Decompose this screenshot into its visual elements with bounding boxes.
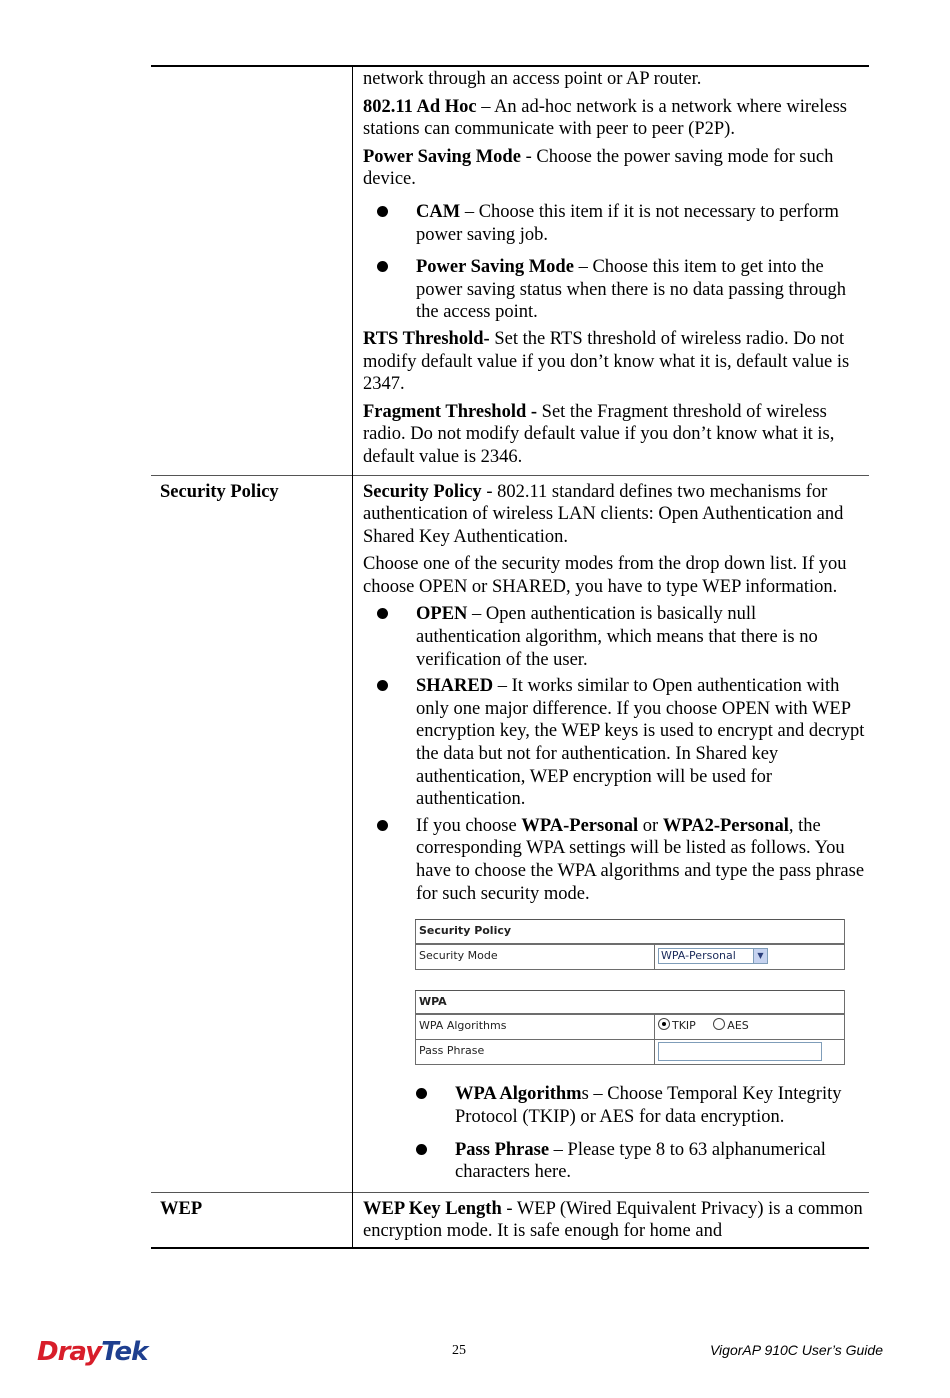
radio-tkip[interactable] <box>658 1018 670 1030</box>
table-row <box>151 1192 869 1248</box>
wpa-algorithms-cell <box>655 1014 845 1040</box>
table-row <box>151 66 869 475</box>
wpa-panel <box>415 990 845 1066</box>
list-item: WPA Algorithms – Choose Temporal Key Integrity Protocol (TKIP) or AES for data encryption. <box>363 1083 865 1128</box>
row-label-cell <box>151 1192 353 1248</box>
chevron-down-icon[interactable]: ▼ <box>753 949 767 963</box>
list-item: OPEN – Open authentication is basically null authentication algorithm, which means that there is no verification of the user. <box>363 603 865 671</box>
wpa-settings-screenshot <box>415 919 845 1065</box>
table-row <box>151 475 869 1192</box>
list-item: CAM – Choose this item if it is not necessary to perform power saving job. <box>363 201 865 246</box>
page-footer <box>0 1337 950 1367</box>
row-description-cell <box>353 1192 870 1248</box>
wpa-algorithms-label: WPA Algorithms <box>416 1014 655 1040</box>
list-item: If you choose WPA-Personal or WPA2-Personal, the corresponding WPA settings will be listed as follows. You have to choose the WPA algorithms and type the pass phrase for such security mode. <box>363 815 865 905</box>
radio-tkip-label: TKIP <box>672 1019 696 1033</box>
bullet-list <box>363 1083 865 1183</box>
row-label-cell <box>151 66 353 475</box>
row-label-cell <box>151 475 353 1192</box>
pass-phrase-label: Pass Phrase <box>416 1040 655 1065</box>
security-policy-panel <box>415 919 845 970</box>
pass-phrase-cell <box>655 1040 845 1065</box>
bullet-list <box>363 201 865 324</box>
security-mode-select[interactable]: WPA-Personal ▼ <box>658 948 768 964</box>
paragraph: 802.11 Ad Hoc – An ad-hoc network is a network where wireless stations can communicate with peer to peer (P2P). <box>363 96 848 140</box>
page-number: 25 <box>452 1343 466 1358</box>
draytek-logo: DrayTek <box>37 1337 148 1367</box>
paragraph: network through an access point or AP router. <box>363 69 702 89</box>
paragraph: Choose one of the security modes from the drop down list. If you choose OPEN or SHARED, you have to type WEP information. <box>363 554 847 597</box>
row-label: WEP <box>160 1198 203 1219</box>
row-description-cell <box>353 475 870 1192</box>
row-label <box>151 67 352 72</box>
list-item: SHARED – It works similar to Open authentication with only one major difference. If you choose OPEN with WEP encryption key, the WEP keys is used to encrypt and decrypt the data but not for authentication. In Shared key authentication, WEP encryption will be used for authentication. <box>363 675 865 811</box>
radio-aes[interactable] <box>713 1018 725 1030</box>
bullet-list <box>363 603 865 905</box>
paragraph: Power Saving Mode - Choose the power saving mode for such device. <box>363 146 834 190</box>
row-label: Security Policy <box>160 481 279 502</box>
paragraph: WEP Key Length - WEP (Wired Equivalent Privacy) is a common encryption mode. It is safe enough for home and <box>363 1198 863 1242</box>
list-item: Pass Phrase – Please type 8 to 63 alphanumerical characters here. <box>363 1139 865 1184</box>
list-item: Power Saving Mode – Choose this item to get into the power saving status when there is no data passing through the access point. <box>363 256 865 324</box>
pass-phrase-input[interactable] <box>658 1042 822 1061</box>
security-policy-header: Security Policy <box>416 920 845 944</box>
parameter-table <box>151 65 869 1249</box>
security-mode-label: Security Mode <box>416 944 655 970</box>
row-description-cell <box>353 66 870 475</box>
paragraph: RTS Threshold- Set the RTS threshold of wireless radio. Do not modify default value if you don’t know what it is, default value is 2347. <box>363 328 850 395</box>
wpa-header: WPA <box>416 990 845 1014</box>
paragraph: Security Policy - 802.11 standard defines two mechanisms for authentication of wireless LAN clients: Open Authentication and Shared Key Authentication. <box>363 481 844 547</box>
security-mode-cell <box>655 944 845 970</box>
radio-aes-label: AES <box>727 1019 749 1033</box>
guide-title: VigorAP 910C User’s Guide <box>709 1342 883 1358</box>
paragraph: Fragment Threshold - Set the Fragment threshold of wireless radio. Do not modify default value if you don’t know what it is, default value is 2346. <box>363 401 835 467</box>
